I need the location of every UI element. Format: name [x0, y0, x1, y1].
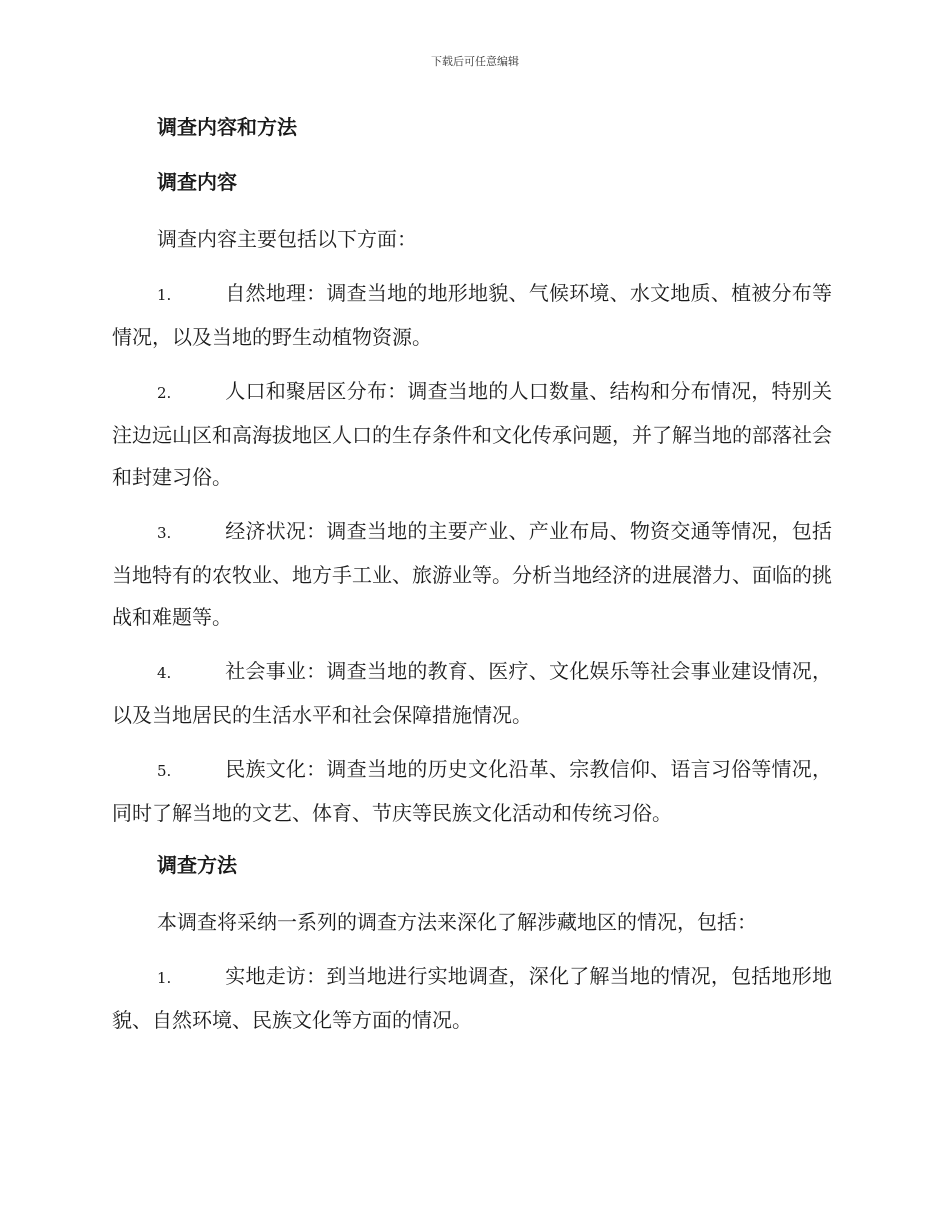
list-item-number: 2.: [157, 384, 172, 402]
list-item-number: 5.: [157, 762, 172, 780]
list-item-text: 实地走访：到当地进行实地调查，深化了解当地的情况，包括地形地貌、自然环境、民族文化等方面的情况。: [112, 964, 832, 1032]
list-item-number: 4.: [157, 664, 172, 682]
list-item: [112, 955, 832, 1041]
list-item: [112, 510, 832, 638]
list-item-number: 1.: [157, 969, 172, 987]
list-item-number: 1.: [157, 286, 172, 304]
list-item: [112, 650, 832, 736]
list-item: [112, 370, 832, 498]
header-note: 下载后可任意编辑: [431, 55, 519, 68]
list-item-text: 经济状况：调查当地的主要产业、产业布局、物资交通等情况，包括当地特有的农牧业、地方手工业、旅游业等。分析当地经济的进展潜力、面临的挑战和难题等。: [112, 519, 832, 629]
document-title: 调查内容和方法: [157, 115, 297, 139]
section-intro-content: 调查内容主要包括以下方面：: [157, 227, 417, 251]
section-intro-methods: 本调查将采纳一系列的调查方法来深化了解涉藏地区的情况，包括：: [157, 910, 757, 934]
document-body: [112, 108, 832, 1053]
list-item: [112, 748, 832, 834]
list-item-text: 民族文化：调查当地的历史文化沿革、宗教信仰、语言习俗等情况，同时了解当地的文艺、体育、节庆等民族文化活动和传统习俗。: [112, 757, 832, 825]
section-heading-content: 调查内容: [157, 170, 237, 194]
list-item-text: 自然地理：调查当地的地形地貌、气候环境、水文地质、植被分布等情况，以及当地的野生动植物资源。: [112, 281, 832, 349]
list-item-text: 人口和聚居区分布：调查当地的人口数量、结构和分布情况，特别关注边远山区和高海拔地区人口的生存条件和文化传承问题，并了解当地的部落社会和封建习俗。: [112, 379, 832, 489]
section-heading-methods: 调查方法: [157, 853, 237, 877]
list-item-number: 3.: [157, 524, 172, 542]
list-item-text: 社会事业：调查当地的教育、医疗、文化娱乐等社会事业建设情况，以及当地居民的生活水平和社会保障措施情况。: [112, 659, 832, 727]
list-item: [112, 272, 832, 358]
